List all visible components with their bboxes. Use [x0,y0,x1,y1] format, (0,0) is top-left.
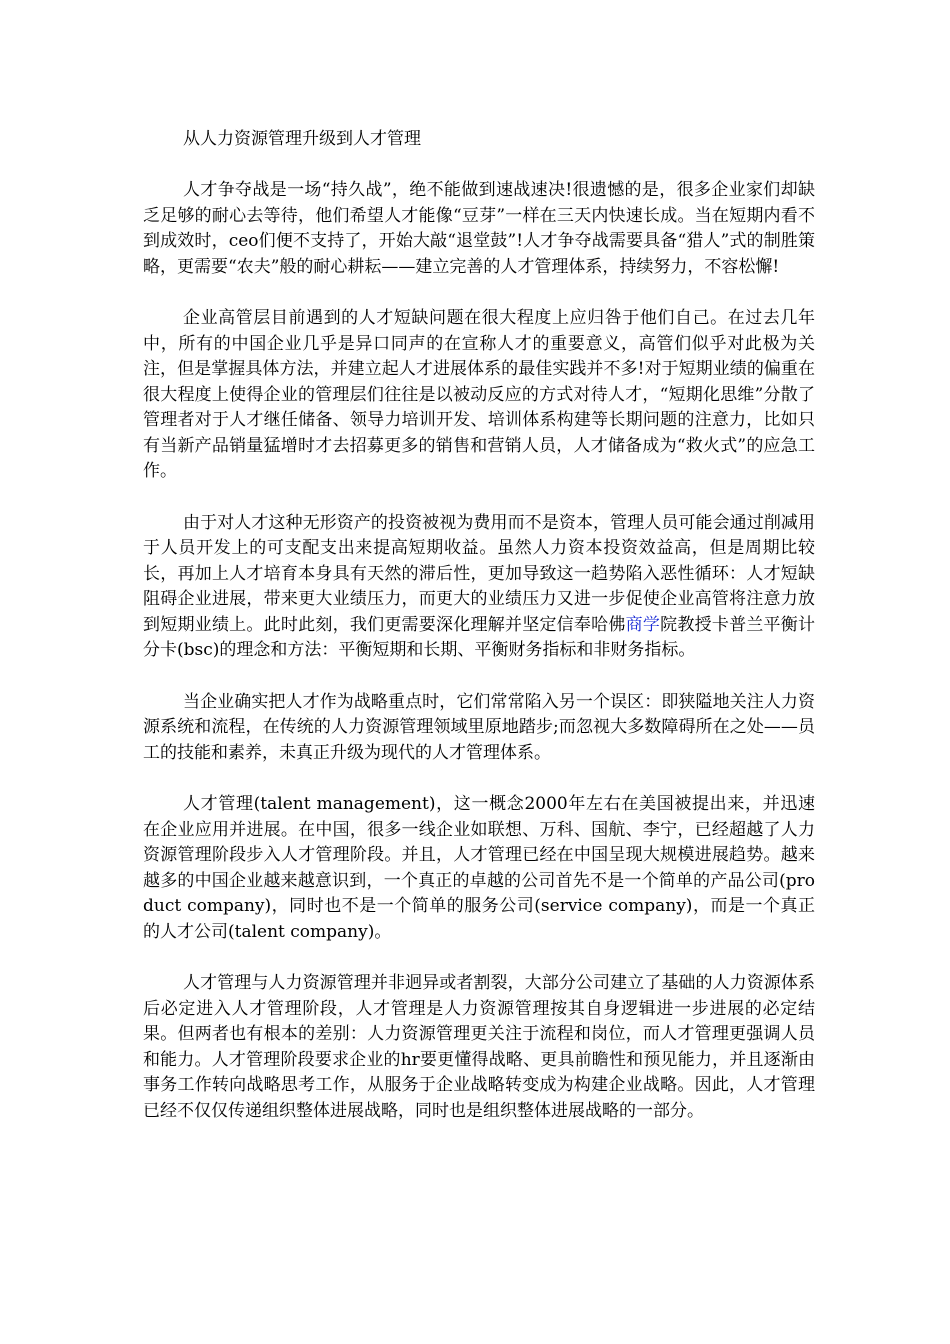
paragraph: 当企业确实把人才作为战略重点时，它们常常陷入另一个误区：即狭隘地关注人力资源系统和流程，在传统的人力资源管理领域里原地踏步;而忽视大多数障碍所在之处——员工的技能和素养，未真正升级为现代的人才管理体系。 [143,691,815,763]
paragraph-with-link [143,511,815,664]
paragraph-text-before-link: 由于对人才这种无形资产的投资被视为费用而不是资本，管理人员可能会通过削减用于人员开发上的可支配支出来提高短期收益。虽然人力资本投资效益高，但是周期比较长，再加上人才培育本身具有天然的滞后性，更加导致这一趋势陷入恶性循环：人才短缺阻碍企业进展，带来更大业绩压力，而更大的业绩压力又进一步促使企业高管将注意力放到短期业绩上。此时此刻，我们更需要深化理解并坚定信奉哈佛 [143,512,815,635]
business-school-link[interactable]: 商学 [625,614,661,635]
document-body [143,126,815,1150]
paragraph-text-after-link: 院教授卡普兰平衡计分卡(bsc)的理念和方法：平衡短期和长期、平衡财务指标和非财务指标。 [143,614,816,660]
paragraph: 人才争夺战是一场“持久战”，绝不能做到速战速决!很遗憾的是，很多企业家们却缺乏足够的耐心去等待，他们希望人才能像“豆芽”一样在三天内快速长成。当在短期内看不到成效时，ceo们便不支持了，开始大敲“退堂鼓”!人才争夺战需要具备“猎人”式的制胜策略，更需要“农夫”般的耐心耕耘——建立完善的人才管理体系，持续努力，不容松懈! [143,180,815,277]
paragraph: 人才管理与人力资源管理并非迥异或者割裂，大部分公司建立了基础的人力资源体系后必定进入人才管理阶段，人才管理是人力资源管理按其自身逻辑进一步进展的必定结果。但两者也有根本的差别：人力资源管理更关注于流程和岗位，而人才管理更强调人员和能力。人才管理阶段要求企业的hr要更懂得战略、更具前瞻性和预见能力，并且逐渐由事务工作转向战略思考工作，从服务于企业战略转变成为构建企业战略。因此，人才管理已经不仅仅传递组织整体进展战略，同时也是组织整体进展战略的一部分。 [143,973,815,1121]
document-title: 从人力资源管理升级到人才管理 [183,129,421,149]
paragraph: 人才管理(talent management)，这一概念2000年左右在美国被提出来，并迅速在企业应用并进展。在中国，很多一线企业如联想、万科、国航、李宁，已经超越了人力资源管理阶段步入人才管理阶段。并且，人才管理已经在中国呈现大规模进展趋势。越来越多的中国企业越来越意识到，一个真正的卓越的公司首先不是一个简单的产品公司(product company)，同时也不是一个简单的服务公司(service company)，而是一个真正的人才公司(talent company)。 [143,794,815,942]
paragraph: 企业高管层目前遇到的人才短缺问题在很大程度上应归咎于他们自己。在过去几年中，所有的中国企业几乎是异口同声的在宣称人才的重要意义，高管们似乎对此极为关注，但是掌握具体方法，并建立起人才进展体系的最佳实践并不多!对于短期业绩的偏重在很大程度上使得企业的管理层们往往是以被动反应的方式对待人才，“短期化思维”分散了管理者对于人才继任储备、领导力培训开发、培训体系构建等长期问题的注意力，比如只有当新产品销量猛增时才去招募更多的销售和营销人员，人才储备成为“救火式”的应急工作。 [143,308,815,481]
